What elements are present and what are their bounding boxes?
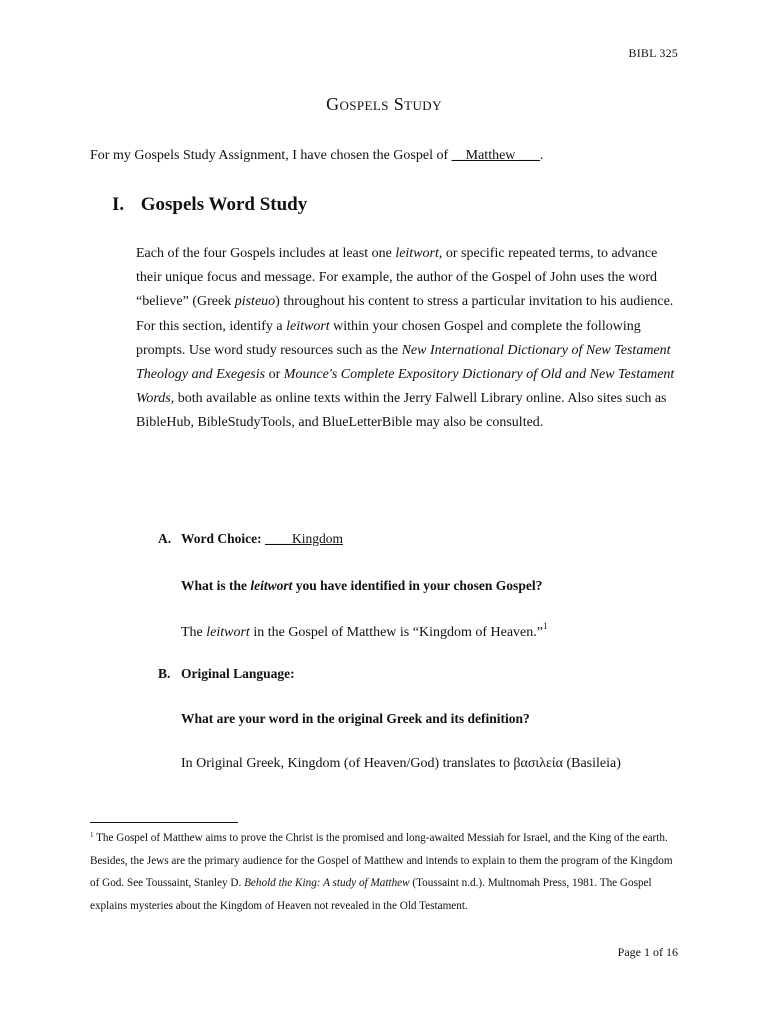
answer-text: in the Gospel of Matthew is “Kingdom of Heaven.” [249, 625, 543, 640]
footnote-text: The Gospel of Matthew aims to prove the Christ is the promised and long-awaited Messiah for Israel, and the King of the earth. Besides, the Jews are the primary audience for the Gospel of Matthew and intends to explain to them the program of the Kingdom of God. See Toussaint, Stanley D. [90, 832, 673, 890]
question-text: What is the [181, 578, 251, 593]
section-heading [112, 194, 307, 216]
item-b-question: What are your word in the original Greek and its definition? [181, 711, 530, 726]
greek-term: pisteuo [234, 294, 276, 310]
section-number: I. [112, 194, 125, 215]
section-title: Gospels Word Study [140, 194, 308, 215]
item-a-answer [181, 621, 547, 641]
leitwort-term: leitwort [395, 246, 439, 261]
page-number: Page 1 of 16 [617, 945, 678, 959]
footnote-reference[interactable]: 1 [542, 621, 548, 631]
leitwort-term: leitwort [250, 578, 293, 593]
intro-prefix: For my Gospels Study Assignment, I have chosen the Gospel of [90, 148, 452, 163]
chosen-gospel: __Matthew ___ [451, 148, 540, 163]
intro-line [90, 148, 543, 164]
footnote [90, 824, 680, 917]
leitwort-term: leitwort [206, 625, 250, 640]
item-b-answer: In Original Greek, Kingdom (of Heaven/God) translates to βασιλεία (Basileia) [181, 756, 621, 771]
paragraph-text: Each of the four Gospels includes at least one [136, 246, 396, 261]
item-a-label [158, 531, 343, 547]
intro-suffix: . [539, 148, 544, 163]
paragraph-text: within your chosen Gospel and complete the following prompts. Use word study resources such as the [136, 318, 641, 358]
item-letter: A. [158, 531, 172, 546]
item-title: Original Language: [181, 666, 295, 681]
document-title: Gospels Study [326, 94, 442, 114]
paragraph-text: , both available as online texts within the Jerry Falwell Library online. Also sites such as BibleHub, BibleStudyTools, and BlueLetterBible may also be consulted. [136, 391, 667, 431]
paragraph-text: or [265, 367, 284, 383]
item-b-label [158, 666, 295, 682]
paragraph-text: ) throughout his content to stress a particular invitation to his audience. For this section, identify a [136, 294, 674, 334]
footnote-text: (Toussaint n.d.). Multnomah Press, 1981. The Gospel explains mysteries about the Kingdom of Heaven not revealed in the Old Testament. [90, 877, 652, 912]
answer-text: The [181, 625, 207, 640]
paragraph-text: , or specific repeated terms, to advance their unique focus and message. For example, the author of the Gospel of John uses the word “believe” (Greek [136, 246, 658, 310]
leitwort-term: leitwort [286, 318, 330, 334]
footnote-divider [90, 822, 238, 823]
footnote-marker: 1 [90, 831, 94, 839]
book-title: Mounce's Complete Expository Dictionary of Old and New Testament Words [136, 367, 675, 407]
word-choice-value: ____Kingdom [265, 531, 344, 546]
course-code: BIBL 325 [628, 46, 678, 60]
item-title: Word Choice: [181, 531, 265, 546]
item-letter: B. [158, 666, 171, 681]
item-a-question [181, 578, 542, 594]
question-text: you have identified in your chosen Gospel? [292, 578, 543, 593]
book-title: New International Dictionary of New Testament Theology and Exegesis [136, 342, 671, 383]
section-paragraph [136, 242, 676, 436]
book-title: Behold the King: A study of Matthew [244, 877, 410, 890]
